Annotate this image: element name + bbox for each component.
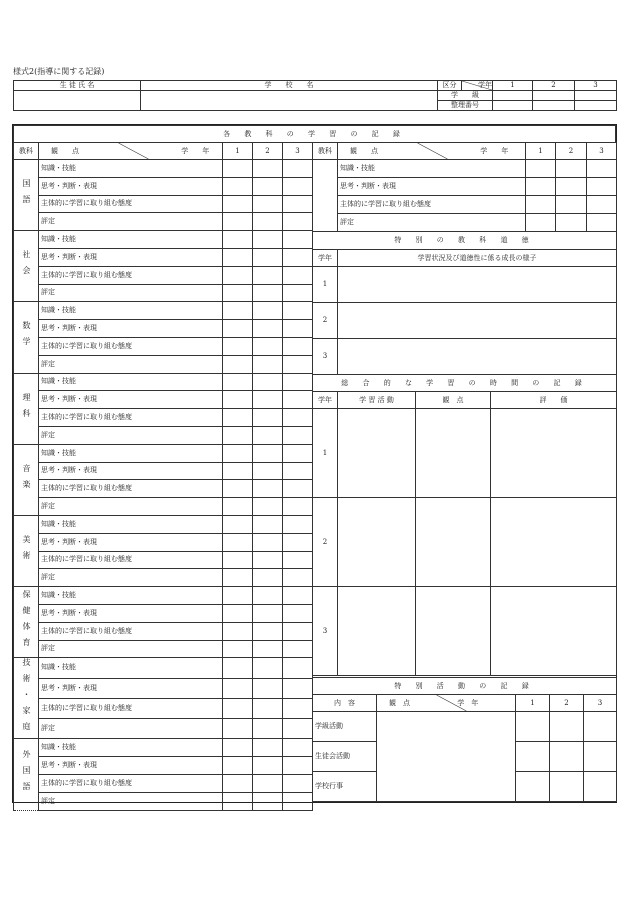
score-cell[interactable] xyxy=(223,739,253,757)
viewpoint-label: 主体的に学習に取り組む態度 xyxy=(39,698,223,718)
integrated-title: 総 合 的 な 学 習 の 時 間 の 記 録 xyxy=(313,375,617,392)
integrated-cell[interactable] xyxy=(491,498,617,587)
integrated-cell[interactable] xyxy=(338,498,416,587)
class-label: 学 級 xyxy=(438,91,493,101)
score-cell[interactable] xyxy=(253,373,283,391)
viewpoint-label: 思考・判断・表現 xyxy=(39,177,223,195)
integrated-grade-2: 2 xyxy=(313,498,338,587)
col-subject: 教科 xyxy=(14,143,39,160)
grade-2: 2 xyxy=(533,81,575,91)
table-row xyxy=(14,792,313,810)
viewpoint-label: 評定 xyxy=(39,719,223,739)
score-cell[interactable] xyxy=(556,196,587,214)
score-cell[interactable] xyxy=(223,604,253,622)
score-cell[interactable] xyxy=(283,757,313,775)
integrated-cell[interactable] xyxy=(338,409,416,498)
table-row xyxy=(14,498,313,516)
table-row xyxy=(14,231,313,249)
score-cell[interactable] xyxy=(253,337,283,355)
col-grade-1: 1 xyxy=(526,143,556,160)
score-cell[interactable] xyxy=(253,515,283,533)
score-cell[interactable] xyxy=(223,373,253,391)
score-cell[interactable] xyxy=(253,678,283,698)
viewpoint-label: 評定 xyxy=(338,214,526,232)
score-cell[interactable] xyxy=(223,320,253,338)
table-row xyxy=(14,444,313,462)
table-row xyxy=(14,587,313,605)
table-row xyxy=(14,719,313,739)
score-cell[interactable] xyxy=(587,214,617,232)
number-cell[interactable] xyxy=(533,101,575,111)
col-grade-2: 2 xyxy=(556,143,587,160)
score-cell[interactable] xyxy=(253,302,283,320)
viewpoint-label: 思考・判断・表現 xyxy=(39,391,223,409)
score-cell[interactable] xyxy=(283,498,313,516)
col-viewpoint: 観 点 学 年 xyxy=(39,143,223,160)
header-table xyxy=(13,80,617,111)
score-cell[interactable] xyxy=(223,266,253,284)
score-cell[interactable] xyxy=(283,177,313,195)
viewpoint-label: 評定 xyxy=(39,426,223,444)
col-grade-3: 3 xyxy=(587,143,617,160)
table-row xyxy=(14,622,313,640)
viewpoint-label: 評定 xyxy=(39,569,223,587)
special-cell[interactable] xyxy=(584,712,617,742)
score-cell[interactable] xyxy=(253,266,283,284)
score-cell[interactable] xyxy=(283,515,313,533)
score-cell[interactable] xyxy=(253,160,283,178)
score-cell[interactable] xyxy=(526,160,556,178)
table-row xyxy=(14,160,313,178)
viewpoint-label: 主体的に学習に取り組む態度 xyxy=(39,409,223,427)
score-cell[interactable] xyxy=(223,409,253,427)
score-cell[interactable] xyxy=(253,426,283,444)
score-cell[interactable] xyxy=(223,355,253,373)
moral-grade-3: 3 xyxy=(313,339,338,375)
table-row xyxy=(14,462,313,480)
score-cell[interactable] xyxy=(253,248,283,266)
special-grade-1: 1 xyxy=(516,695,550,712)
score-cell[interactable] xyxy=(283,533,313,551)
score-cell[interactable] xyxy=(253,177,283,195)
score-cell[interactable] xyxy=(253,480,283,498)
integrated-cell[interactable] xyxy=(338,587,416,676)
score-cell[interactable] xyxy=(253,604,283,622)
score-cell[interactable] xyxy=(556,214,587,232)
score-cell[interactable] xyxy=(556,178,587,196)
integrated-cell[interactable] xyxy=(416,409,491,498)
score-cell[interactable] xyxy=(253,231,283,249)
viewpoint-label: 知識・技能 xyxy=(39,160,223,178)
integrated-cell[interactable] xyxy=(416,498,491,587)
subjects-title: 各 教 科 の 学 習 の 記 録 xyxy=(14,126,616,143)
grade-1: 1 xyxy=(493,81,533,91)
viewpoint-label: 思考・判断・表現 xyxy=(39,757,223,775)
score-cell[interactable] xyxy=(283,698,313,718)
integrated-table xyxy=(312,374,617,676)
viewpoint-label: 思考・判断・表現 xyxy=(39,533,223,551)
score-cell[interactable] xyxy=(253,391,283,409)
special-item: 生徒会活動 xyxy=(313,742,377,772)
table-row xyxy=(14,426,313,444)
score-cell[interactable] xyxy=(253,719,283,739)
viewpoint-label: 主体的に学習に取り組む態度 xyxy=(39,551,223,569)
score-cell[interactable] xyxy=(253,622,283,640)
score-cell[interactable] xyxy=(253,462,283,480)
special-col-viewpoint: 観 点 学 年 xyxy=(377,695,516,712)
special-item: 学校行事 xyxy=(313,772,377,802)
school-name-label: 学 校 名 xyxy=(141,81,438,91)
score-cell[interactable] xyxy=(223,177,253,195)
viewpoint-label: 主体的に学習に取り組む態度 xyxy=(39,337,223,355)
score-cell[interactable] xyxy=(283,391,313,409)
viewpoint-label: 知識・技能 xyxy=(39,739,223,757)
table-row xyxy=(14,195,313,213)
score-cell[interactable] xyxy=(283,266,313,284)
col-subject: 教科 xyxy=(313,143,338,160)
score-cell[interactable] xyxy=(253,533,283,551)
score-cell[interactable] xyxy=(283,658,313,678)
score-cell[interactable] xyxy=(223,337,253,355)
score-cell[interactable] xyxy=(283,409,313,427)
score-cell[interactable] xyxy=(223,640,253,658)
table-row xyxy=(14,739,313,757)
grade-3: 3 xyxy=(575,81,617,91)
integrated-grade-3: 3 xyxy=(313,587,338,676)
col-viewpoint: 観 点 学 年 xyxy=(338,143,526,160)
score-cell[interactable] xyxy=(283,587,313,605)
score-cell[interactable] xyxy=(283,373,313,391)
subject-label: 保健体育 xyxy=(14,587,39,658)
viewpoint-label: 評定 xyxy=(39,498,223,516)
special-cell[interactable] xyxy=(516,712,550,742)
score-cell[interactable] xyxy=(526,178,556,196)
score-cell[interactable] xyxy=(283,462,313,480)
viewpoint-label: 主体的に学習に取り組む態度 xyxy=(338,196,526,214)
col-grade-2: 2 xyxy=(253,143,283,160)
viewpoint-label: 評定 xyxy=(39,355,223,373)
viewpoint-label: 思考・判断・表現 xyxy=(338,178,526,196)
table-row xyxy=(14,213,313,231)
special-viewpoint-cell[interactable] xyxy=(377,712,516,802)
score-cell[interactable] xyxy=(223,426,253,444)
table-row xyxy=(14,480,313,498)
score-cell[interactable] xyxy=(223,678,253,698)
integrated-cell[interactable] xyxy=(416,587,491,676)
viewpoint-label: 評定 xyxy=(39,640,223,658)
score-cell[interactable] xyxy=(253,640,283,658)
table-row xyxy=(14,678,313,698)
score-cell[interactable] xyxy=(283,719,313,739)
subjects-table xyxy=(13,142,313,811)
moral-grade-2: 2 xyxy=(313,303,338,339)
moral-col-grade: 学年 xyxy=(313,250,338,267)
score-cell[interactable] xyxy=(223,658,253,678)
class-cell[interactable] xyxy=(533,91,575,101)
score-cell[interactable] xyxy=(253,739,283,757)
score-cell[interactable] xyxy=(223,533,253,551)
table-row xyxy=(14,658,313,678)
score-cell[interactable] xyxy=(223,622,253,640)
division-label: 区分 xyxy=(438,81,462,91)
col-grade-1: 1 xyxy=(223,143,253,160)
viewpoint-label: 主体的に学習に取り組む態度 xyxy=(39,622,223,640)
viewpoint-label: 知識・技能 xyxy=(39,373,223,391)
viewpoint-label: 思考・判断・表現 xyxy=(39,678,223,698)
score-cell[interactable] xyxy=(283,426,313,444)
table-row xyxy=(14,533,313,551)
table-row xyxy=(14,302,313,320)
score-cell[interactable] xyxy=(223,587,253,605)
special-cell[interactable] xyxy=(516,742,550,772)
special-cell[interactable] xyxy=(550,712,584,742)
special-table xyxy=(312,677,617,802)
score-cell[interactable] xyxy=(253,774,283,792)
special-item: 学級活動 xyxy=(313,712,377,742)
score-cell[interactable] xyxy=(253,195,283,213)
score-cell[interactable] xyxy=(587,160,617,178)
score-cell[interactable] xyxy=(556,160,587,178)
integrated-col-viewpoint: 観 点 xyxy=(416,392,491,409)
score-cell[interactable] xyxy=(283,640,313,658)
moral-title: 特 別 の 教 科 道 徳 xyxy=(313,232,617,250)
score-cell[interactable] xyxy=(223,757,253,775)
table-row xyxy=(14,284,313,302)
moral-grade-1: 1 xyxy=(313,267,338,303)
table-row xyxy=(14,604,313,622)
subjects-title-row xyxy=(13,125,616,143)
grade-label: 学年 xyxy=(462,81,493,91)
student-name-label: 生 徒 氏 名 xyxy=(14,81,141,91)
score-cell[interactable] xyxy=(223,195,253,213)
viewpoint-label: 思考・判断・表現 xyxy=(39,320,223,338)
moral-entry[interactable] xyxy=(338,267,617,303)
score-cell[interactable] xyxy=(223,391,253,409)
score-cell[interactable] xyxy=(283,569,313,587)
score-cell[interactable] xyxy=(283,355,313,373)
score-cell[interactable] xyxy=(283,678,313,698)
subject-label: 社会 xyxy=(14,231,39,302)
special-cell[interactable] xyxy=(584,772,617,802)
table-row xyxy=(14,640,313,658)
viewpoint-label: 主体的に学習に取り組む態度 xyxy=(39,480,223,498)
score-cell[interactable] xyxy=(283,444,313,462)
subject-label: 美術 xyxy=(14,515,39,586)
score-cell[interactable] xyxy=(223,213,253,231)
score-cell[interactable] xyxy=(223,444,253,462)
score-cell[interactable] xyxy=(253,551,283,569)
viewpoint-label: 主体的に学習に取り組む態度 xyxy=(39,774,223,792)
number-label: 整理番号 xyxy=(438,101,493,111)
score-cell[interactable] xyxy=(283,480,313,498)
score-cell[interactable] xyxy=(223,284,253,302)
viewpoint-label: 知識・技能 xyxy=(39,231,223,249)
score-cell[interactable] xyxy=(253,698,283,718)
table-row xyxy=(14,551,313,569)
score-cell[interactable] xyxy=(253,498,283,516)
score-cell[interactable] xyxy=(223,515,253,533)
score-cell[interactable] xyxy=(223,160,253,178)
subject-label: 技術・家庭 xyxy=(14,658,39,739)
integrated-grade-1: 1 xyxy=(313,409,338,498)
score-cell[interactable] xyxy=(253,658,283,678)
table-row xyxy=(14,177,313,195)
score-cell[interactable] xyxy=(587,196,617,214)
score-cell[interactable] xyxy=(253,569,283,587)
table-row xyxy=(14,569,313,587)
viewpoint-label: 知識・技能 xyxy=(39,515,223,533)
form-title: 様式2(指導に関する記録) xyxy=(13,67,105,76)
score-cell[interactable] xyxy=(283,160,313,178)
subject-label: 外国語 xyxy=(14,739,39,810)
student-name-field[interactable] xyxy=(14,91,141,111)
score-cell[interactable] xyxy=(223,698,253,718)
integrated-col-evaluation: 評 価 xyxy=(491,392,617,409)
table-row xyxy=(14,248,313,266)
score-cell[interactable] xyxy=(283,248,313,266)
score-cell[interactable] xyxy=(283,337,313,355)
col-grade-3: 3 xyxy=(283,143,313,160)
score-cell[interactable] xyxy=(223,462,253,480)
integrated-cell[interactable] xyxy=(491,587,617,676)
score-cell[interactable] xyxy=(283,792,313,810)
score-cell[interactable] xyxy=(253,757,283,775)
score-cell[interactable] xyxy=(223,551,253,569)
score-cell[interactable] xyxy=(283,551,313,569)
score-cell[interactable] xyxy=(283,774,313,792)
score-cell[interactable] xyxy=(526,214,556,232)
number-cell[interactable] xyxy=(575,101,617,111)
score-cell[interactable] xyxy=(253,792,283,810)
viewpoint-label: 知識・技能 xyxy=(39,587,223,605)
score-cell[interactable] xyxy=(253,409,283,427)
score-cell[interactable] xyxy=(253,587,283,605)
score-cell[interactable] xyxy=(223,302,253,320)
viewpoint-label: 主体的に学習に取り組む態度 xyxy=(39,195,223,213)
table-row xyxy=(14,266,313,284)
score-cell[interactable] xyxy=(283,195,313,213)
score-cell[interactable] xyxy=(283,302,313,320)
table-row xyxy=(14,757,313,775)
score-cell[interactable] xyxy=(223,719,253,739)
score-cell[interactable] xyxy=(283,739,313,757)
score-cell[interactable] xyxy=(253,320,283,338)
special-cell[interactable] xyxy=(516,772,550,802)
subject-label: 理科 xyxy=(14,373,39,444)
score-cell[interactable] xyxy=(223,231,253,249)
moral-entry[interactable] xyxy=(338,339,617,375)
score-cell[interactable] xyxy=(283,284,313,302)
score-cell[interactable] xyxy=(253,355,283,373)
right-subject-cell xyxy=(313,160,338,232)
subject-label: 国語 xyxy=(14,160,39,231)
table-row xyxy=(14,337,313,355)
score-cell[interactable] xyxy=(283,320,313,338)
table-row xyxy=(14,320,313,338)
special-grade-2: 2 xyxy=(550,695,584,712)
score-cell[interactable] xyxy=(253,213,283,231)
special-col-content: 内 容 xyxy=(313,695,377,712)
subject-label: 音楽 xyxy=(14,444,39,515)
score-cell[interactable] xyxy=(223,774,253,792)
viewpoint-label: 思考・判断・表現 xyxy=(39,604,223,622)
moral-table xyxy=(312,231,617,375)
moral-entry[interactable] xyxy=(338,303,617,339)
viewpoint-label: 主体的に学習に取り組む態度 xyxy=(39,266,223,284)
subject-label: 数学 xyxy=(14,302,39,373)
score-cell[interactable] xyxy=(283,213,313,231)
special-title: 特 別 活 動 の 記 録 xyxy=(313,678,617,695)
viewpoint-label: 思考・判断・表現 xyxy=(39,462,223,480)
number-cell[interactable] xyxy=(493,101,533,111)
integrated-cell[interactable] xyxy=(491,409,617,498)
special-cell[interactable] xyxy=(550,772,584,802)
table-row xyxy=(14,355,313,373)
score-cell[interactable] xyxy=(283,231,313,249)
score-cell[interactable] xyxy=(283,604,313,622)
viewpoint-label: 知識・技能 xyxy=(39,444,223,462)
score-cell[interactable] xyxy=(223,498,253,516)
subjects-table-right xyxy=(312,142,617,232)
viewpoint-label: 評定 xyxy=(39,284,223,302)
table-row xyxy=(14,373,313,391)
table-row xyxy=(14,698,313,718)
score-cell[interactable] xyxy=(223,480,253,498)
score-cell[interactable] xyxy=(223,248,253,266)
table-row xyxy=(14,515,313,533)
score-cell[interactable] xyxy=(223,792,253,810)
moral-col-desc: 学習状況及び道徳性に係る成長の様子 xyxy=(338,250,617,267)
viewpoint-label: 評定 xyxy=(39,792,223,810)
table-row xyxy=(14,391,313,409)
special-cell[interactable] xyxy=(550,742,584,772)
table-row xyxy=(14,774,313,792)
integrated-col-grade: 学年 xyxy=(313,392,338,409)
score-cell[interactable] xyxy=(526,196,556,214)
viewpoint-label: 知識・技能 xyxy=(39,658,223,678)
score-cell[interactable] xyxy=(253,284,283,302)
table-row xyxy=(14,409,313,427)
special-cell[interactable] xyxy=(584,742,617,772)
class-cell[interactable] xyxy=(575,91,617,101)
school-name-field[interactable] xyxy=(141,91,438,111)
score-cell[interactable] xyxy=(283,622,313,640)
viewpoint-label: 思考・判断・表現 xyxy=(39,248,223,266)
viewpoint-label: 知識・技能 xyxy=(39,302,223,320)
score-cell[interactable] xyxy=(587,178,617,196)
integrated-col-activity: 学 習 活 動 xyxy=(338,392,416,409)
viewpoint-label: 評定 xyxy=(39,213,223,231)
viewpoint-label: 知識・技能 xyxy=(338,160,526,178)
score-cell[interactable] xyxy=(223,569,253,587)
class-cell[interactable] xyxy=(493,91,533,101)
score-cell[interactable] xyxy=(253,444,283,462)
special-grade-3: 3 xyxy=(584,695,617,712)
